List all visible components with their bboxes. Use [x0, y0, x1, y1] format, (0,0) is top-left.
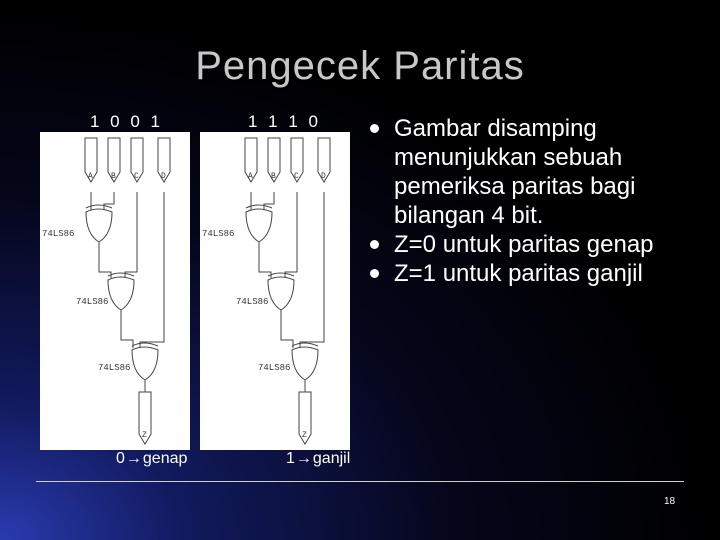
xor-gate-1 — [246, 209, 272, 242]
bullet-text: Gambar disamping menunjukkan sebuah pemeriksa paritas bagi bilangan 4 bit. — [394, 115, 636, 229]
chip-label-3: 74LS86 — [98, 363, 131, 373]
chip-label-1: 74LS86 — [42, 229, 75, 239]
bullet-text: Z=0 untuk paritas genap — [394, 231, 654, 258]
bullet-text: Z=1 untuk paritas ganjil — [394, 260, 643, 287]
pin-d-label: D — [161, 172, 166, 181]
bullet-item — [370, 114, 700, 230]
xor-gate-2 — [108, 277, 134, 310]
chip-label-3: 74LS86 — [258, 363, 291, 373]
pin-d-label: D — [321, 172, 326, 181]
arrow-right-icon: → — [125, 450, 142, 467]
right-circuit-svg — [200, 132, 350, 450]
right-circuit-diagram — [200, 132, 350, 450]
xor-gate-3 — [132, 347, 158, 380]
pin-a-label: A — [248, 172, 253, 181]
left-input-bits: 1 0 0 1 — [90, 112, 161, 131]
chip-label-1: 74LS86 — [202, 229, 235, 239]
chip-label-2: 74LS86 — [76, 297, 109, 307]
bullet-dot-icon — [370, 269, 379, 278]
bullet-dot-icon — [370, 240, 379, 249]
pin-b-label: B — [271, 172, 276, 181]
right-result-word: ganjil — [312, 450, 351, 467]
pin-b-label: B — [111, 172, 116, 181]
page-number: 18 — [664, 496, 676, 507]
left-result-value: 0 — [116, 450, 125, 467]
pin-z-label: Z — [302, 431, 307, 440]
bullet-list — [370, 114, 700, 288]
chip-label-2: 74LS86 — [236, 297, 269, 307]
footer-divider — [36, 481, 684, 482]
left-circuit-svg — [40, 132, 190, 450]
bullet-item — [370, 259, 700, 288]
xor-gate-2 — [268, 277, 294, 310]
pin-c-label: C — [294, 172, 299, 181]
slide-title: Pengecek Paritas — [195, 44, 525, 88]
pin-z-label: Z — [142, 431, 147, 440]
xor-gate-3 — [292, 347, 318, 380]
right-result-value: 1 — [286, 450, 295, 467]
left-result — [116, 450, 187, 468]
left-result-word: genap — [142, 450, 188, 467]
xor-gate-1 — [86, 209, 112, 242]
bullet-item — [370, 230, 700, 259]
bullet-dot-icon — [370, 124, 379, 133]
left-circuit-diagram — [40, 132, 190, 450]
pin-a-label: A — [88, 172, 93, 181]
right-result — [286, 450, 350, 468]
right-input-bits: 1 1 1 0 — [248, 112, 319, 131]
pin-c-label: C — [134, 172, 139, 181]
arrow-right-icon: → — [295, 450, 312, 467]
